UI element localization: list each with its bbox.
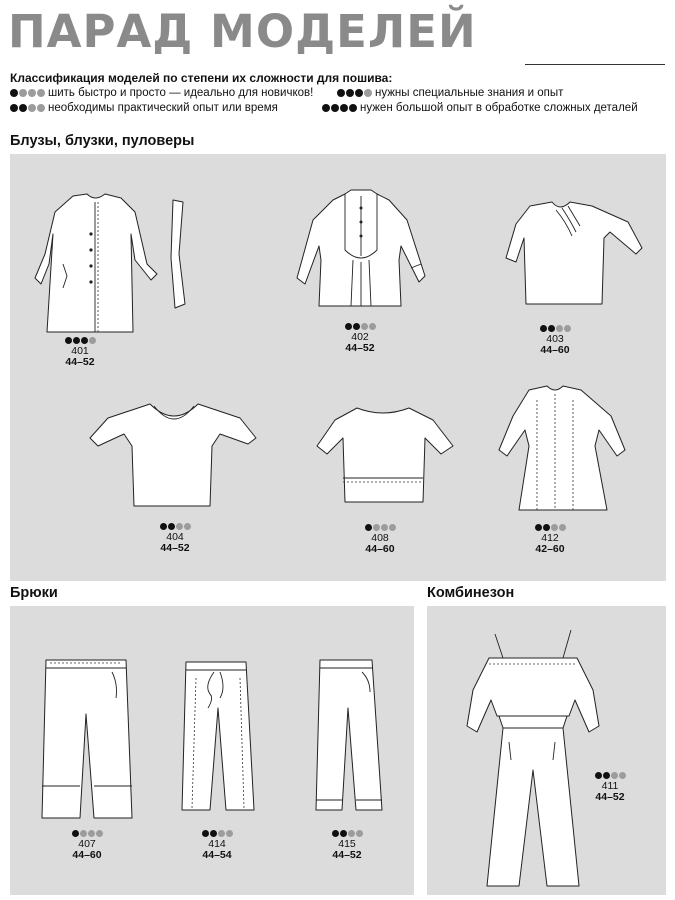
- model-403[interactable]: [500, 202, 650, 356]
- difficulty-dots: [52, 830, 122, 837]
- garment-402-drawing: [295, 190, 435, 310]
- difficulty-dot-empty: [389, 524, 396, 531]
- difficulty-dot-filled: [365, 524, 372, 531]
- model-number: 411: [601, 780, 619, 792]
- garment-415-drawing: [310, 656, 390, 816]
- model-408[interactable]: [315, 406, 455, 556]
- model-number: 404: [166, 531, 184, 543]
- difficulty-dot-empty: [88, 830, 95, 837]
- legend-text: нужны специальные знания и опыт: [375, 87, 564, 99]
- model-sizes: 44–52: [595, 791, 625, 803]
- garment-403-drawing: [500, 202, 650, 312]
- difficulty-dot-empty: [28, 89, 36, 97]
- difficulty-dot-empty: [364, 89, 372, 97]
- difficulty-dot-empty: [611, 772, 618, 779]
- model-414[interactable]: [180, 658, 290, 888]
- difficulty-dot-filled: [10, 104, 18, 112]
- model-sizes: 44–52: [160, 542, 190, 554]
- model-412[interactable]: [495, 386, 645, 556]
- model-sizes: 44–52: [65, 356, 95, 368]
- difficulty-dot-empty: [218, 830, 225, 837]
- garment-414-drawing: [180, 658, 260, 818]
- model-sizes: 44–60: [365, 543, 395, 555]
- model-label: [45, 337, 115, 368]
- difficulty-dots: [45, 337, 115, 344]
- difficulty-dot-filled: [548, 325, 555, 332]
- difficulty-dot-filled: [81, 337, 88, 344]
- difficulty-dots: [140, 523, 210, 530]
- difficulty-dot-filled: [535, 524, 542, 531]
- difficulty-dots: [520, 325, 590, 332]
- garment-401-drawing: [35, 194, 195, 334]
- difficulty-dot-filled: [65, 337, 72, 344]
- section-title-trousers: Брюки: [10, 585, 58, 601]
- difficulty-dot-filled: [331, 104, 339, 112]
- model-sizes: 44–60: [72, 849, 102, 861]
- model-number: 401: [71, 345, 89, 357]
- difficulty-dot-filled: [595, 772, 602, 779]
- difficulty-dot-filled: [10, 89, 18, 97]
- model-404[interactable]: [90, 398, 260, 558]
- legend-item-level-4: [322, 102, 638, 114]
- model-number: 402: [351, 331, 369, 343]
- garment-407-drawing: [40, 654, 140, 824]
- difficulty-dot-filled: [355, 89, 363, 97]
- difficulty-dot-empty: [559, 524, 566, 531]
- difficulty-dot-filled: [210, 830, 217, 837]
- difficulty-dot-empty: [369, 323, 376, 330]
- difficulty-dot-filled: [202, 830, 209, 837]
- difficulty-dot-empty: [89, 337, 96, 344]
- model-407[interactable]: [40, 654, 160, 884]
- difficulty-dot-filled: [340, 830, 347, 837]
- difficulty-dot-empty: [96, 830, 103, 837]
- difficulty-dot-empty: [226, 830, 233, 837]
- model-sizes: 44–52: [345, 342, 375, 354]
- legend-text: нужен большой опыт в обработке сложных деталей: [360, 102, 638, 114]
- model-sizes: 44–52: [332, 849, 362, 861]
- legend-item-level-3: [337, 87, 563, 99]
- model-sizes: 44–54: [202, 849, 232, 861]
- difficulty-dots: [337, 89, 372, 97]
- model-402[interactable]: [295, 190, 435, 354]
- legend-item-level-2: [10, 102, 278, 114]
- model-415[interactable]: [310, 656, 420, 886]
- legend-heading: Классификация моделей по степени их сложности для пошива:: [10, 71, 393, 85]
- difficulty-dot-empty: [373, 524, 380, 531]
- model-number: 407: [78, 838, 96, 850]
- garment-412-drawing: [495, 386, 645, 516]
- difficulty-dot-empty: [348, 830, 355, 837]
- difficulty-dot-filled: [73, 337, 80, 344]
- difficulty-dot-empty: [28, 104, 36, 112]
- difficulty-dot-filled: [322, 104, 330, 112]
- difficulty-dot-empty: [361, 323, 368, 330]
- model-label: [140, 523, 210, 554]
- section-title-jumpsuit: Комбинезон: [427, 585, 515, 601]
- difficulty-dot-filled: [340, 104, 348, 112]
- page-title: ПАРАД МОДЕЛЕЙ: [8, 5, 477, 58]
- difficulty-dot-empty: [184, 523, 191, 530]
- model-number: 412: [541, 532, 559, 544]
- difficulty-dot-filled: [72, 830, 79, 837]
- model-label: [515, 524, 585, 555]
- legend-text: необходимы практический опыт или время: [48, 102, 278, 114]
- difficulty-dot-filled: [353, 323, 360, 330]
- model-label: [52, 830, 122, 861]
- difficulty-dot-empty: [37, 89, 45, 97]
- difficulty-dot-filled: [160, 523, 167, 530]
- model-401[interactable]: [35, 194, 195, 424]
- difficulty-dot-filled: [332, 830, 339, 837]
- panel-jumpsuit: [427, 606, 666, 895]
- model-number: 414: [208, 838, 226, 850]
- difficulty-dot-filled: [603, 772, 610, 779]
- garment-411-drawing: [463, 630, 593, 892]
- difficulty-dot-filled: [346, 89, 354, 97]
- panel-trousers: [10, 606, 414, 895]
- model-sizes: 42–60: [535, 543, 565, 555]
- difficulty-dot-empty: [381, 524, 388, 531]
- difficulty-dot-empty: [37, 104, 45, 112]
- difficulty-dot-empty: [551, 524, 558, 531]
- difficulty-dots: [345, 524, 415, 531]
- difficulty-dot-filled: [540, 325, 547, 332]
- difficulty-dot-empty: [564, 325, 571, 332]
- legend-text: шить быстро и просто — идеально для новичков!: [48, 87, 314, 99]
- difficulty-dots: [322, 104, 357, 112]
- difficulty-dot-empty: [176, 523, 183, 530]
- difficulty-dots: [10, 104, 45, 112]
- model-411[interactable]: [463, 630, 663, 895]
- title-rule: [525, 64, 665, 65]
- difficulty-dot-filled: [337, 89, 345, 97]
- difficulty-dot-empty: [356, 830, 363, 837]
- model-number: 408: [371, 532, 389, 544]
- model-number: 415: [338, 838, 356, 850]
- difficulty-dot-empty: [619, 772, 626, 779]
- difficulty-dots: [325, 323, 395, 330]
- panel-blouses: [10, 154, 666, 581]
- difficulty-dot-filled: [168, 523, 175, 530]
- model-number: 403: [546, 333, 564, 345]
- model-sizes: 44–60: [540, 344, 570, 356]
- difficulty-dots: [515, 524, 585, 531]
- model-label: [182, 830, 252, 861]
- model-label: [575, 772, 645, 803]
- model-label: [325, 323, 395, 354]
- difficulty-dot-filled: [345, 323, 352, 330]
- section-title-blouses: Блузы, блузки, пуловеры: [10, 133, 195, 149]
- legend-item-level-1: [10, 87, 313, 99]
- garment-408-drawing: [315, 406, 455, 506]
- model-label: [345, 524, 415, 555]
- difficulty-dots: [10, 89, 45, 97]
- model-label: [312, 830, 382, 861]
- garment-404-drawing: [90, 398, 260, 513]
- difficulty-dots: [575, 772, 645, 779]
- difficulty-dot-filled: [349, 104, 357, 112]
- difficulty-dots: [182, 830, 252, 837]
- model-label: [520, 325, 590, 356]
- difficulty-dots: [312, 830, 382, 837]
- difficulty-dot-empty: [80, 830, 87, 837]
- difficulty-dot-empty: [556, 325, 563, 332]
- difficulty-dot-filled: [19, 104, 27, 112]
- difficulty-dot-empty: [19, 89, 27, 97]
- difficulty-dot-filled: [543, 524, 550, 531]
